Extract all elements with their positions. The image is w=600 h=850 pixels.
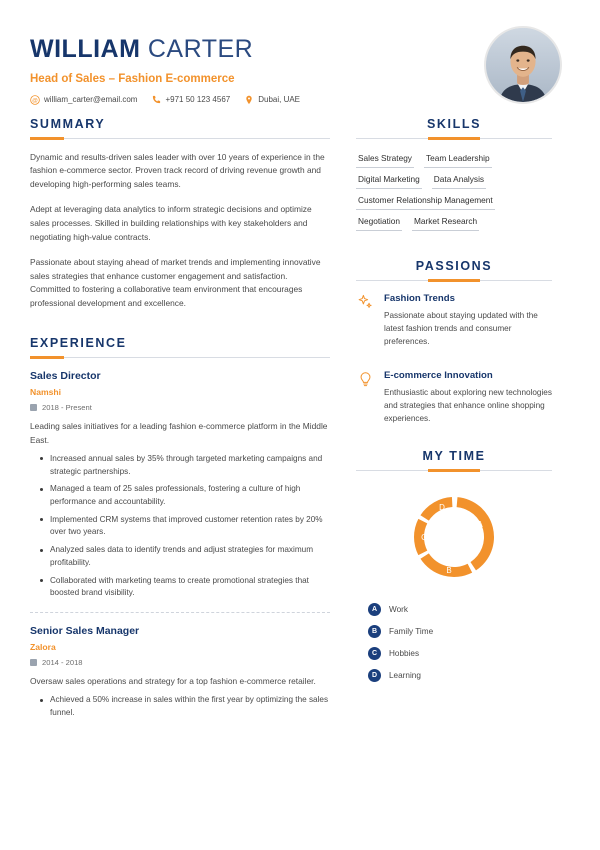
passion-title: E-commerce Innovation bbox=[384, 369, 493, 381]
my-time-section bbox=[356, 449, 552, 682]
skill-item: Team Leadership bbox=[424, 151, 492, 168]
passion-body bbox=[384, 370, 552, 425]
skill-item: Negotiation bbox=[356, 214, 402, 231]
spacer bbox=[356, 235, 552, 259]
job-bullets bbox=[30, 453, 330, 600]
summary-paragraph: Adept at leveraging data analytics to inform strategic decisions and optimize sales processes. Skilled in building relationships with key stakeholders and negotiating high-value contracts. bbox=[30, 204, 312, 242]
summary-title: SUMMARY bbox=[30, 116, 106, 131]
email-icon bbox=[30, 95, 40, 105]
job-dates bbox=[30, 658, 330, 667]
skill-item: Digital Marketing bbox=[356, 172, 422, 189]
job-bullet: Achieved a 50% increase in sales within the first year by optimizing the sales funnel. bbox=[50, 694, 330, 719]
donut-label-c: C bbox=[421, 533, 427, 543]
contact-location[interactable] bbox=[244, 95, 300, 105]
experience-item bbox=[30, 370, 330, 600]
skill-row bbox=[356, 193, 552, 210]
passions-divider bbox=[356, 280, 552, 281]
job-description: Oversaw sales operations and strategy for a top fashion e-commerce retailer. bbox=[30, 676, 316, 686]
job-bullet: Analyzed sales data to identify trends and adjust strategies for maximum profitability. bbox=[50, 544, 330, 569]
job-company: Namshi bbox=[30, 387, 62, 398]
job-title: Sales Director bbox=[30, 370, 101, 383]
contact-location-text: Dubai, UAE bbox=[258, 95, 301, 104]
avatar bbox=[484, 26, 562, 104]
job-bullet: Increased annual sales by 35% through targeted marketing campaigns and strategic partnerships. bbox=[50, 453, 330, 478]
contact-email[interactable] bbox=[30, 95, 137, 105]
skills-title: SKILLS bbox=[426, 116, 482, 131]
skill-item: Customer Relationship Management bbox=[356, 193, 495, 210]
job-dates bbox=[30, 403, 330, 412]
legend-item bbox=[356, 603, 552, 616]
calendar-icon bbox=[30, 404, 37, 411]
right-column bbox=[356, 117, 552, 726]
passion-text: Passionate about staying updated with the latest fashion trends and consumer preferences. bbox=[384, 310, 538, 346]
my-time-title: MY TIME bbox=[422, 449, 486, 464]
summary-section bbox=[30, 117, 330, 312]
left-column bbox=[30, 117, 330, 726]
experience-section bbox=[30, 336, 330, 720]
phone-icon bbox=[151, 95, 161, 105]
job-role-headline: Head of Sales – Fashion E-commerce bbox=[30, 72, 235, 85]
skill-row bbox=[356, 151, 552, 168]
experience-divider bbox=[30, 357, 330, 358]
my-time-legend bbox=[356, 603, 552, 682]
legend-label: Learning bbox=[389, 671, 421, 681]
experience-item bbox=[30, 625, 330, 720]
job-bullets bbox=[30, 694, 330, 719]
donut-label-b: B bbox=[446, 566, 452, 576]
header-text-block bbox=[30, 26, 300, 105]
skills-list bbox=[356, 151, 552, 231]
first-name: WILLIAM bbox=[30, 35, 141, 63]
lightbulb-icon bbox=[356, 370, 375, 425]
passion-text: Enthusiastic about exploring new technologies and strategies that enhance online shopping experiences. bbox=[384, 387, 552, 424]
job-bullet: Managed a team of 25 sales professionals, fostering a culture of high performance and accountability. bbox=[50, 483, 330, 508]
legend-item bbox=[356, 625, 552, 638]
job-title: Senior Sales Manager bbox=[30, 625, 140, 637]
job-company: Zalora bbox=[30, 642, 56, 652]
location-pin-icon bbox=[244, 95, 254, 105]
spacer bbox=[356, 362, 552, 370]
skill-item: Data Analysis bbox=[432, 172, 486, 189]
svg-text:@: @ bbox=[32, 97, 38, 104]
calendar-icon bbox=[30, 659, 37, 666]
passion-item bbox=[356, 370, 552, 425]
job-dates-text: 2014 - 2018 bbox=[42, 658, 83, 667]
last-name: CARTER bbox=[147, 35, 254, 63]
passion-title: Fashion Trends bbox=[384, 292, 455, 304]
legend-label: Hobbies bbox=[389, 649, 420, 659]
donut-label-a: A bbox=[477, 520, 483, 530]
skill-item: Market Research bbox=[412, 214, 479, 231]
donut-label-d: D bbox=[439, 503, 445, 513]
spacer bbox=[356, 439, 552, 449]
legend-badge: B bbox=[368, 625, 381, 638]
skills-section bbox=[356, 117, 552, 231]
experience-title: EXPERIENCE bbox=[30, 336, 127, 351]
candidate-name bbox=[30, 36, 300, 64]
legend-item bbox=[356, 647, 552, 660]
donut-svg bbox=[389, 483, 519, 591]
skill-row bbox=[356, 172, 552, 189]
summary-paragraph: Dynamic and results-driven sales leader with over 10 years of experience in the fashion e-commerce sector. Proven track record of driving revenue growth and developing high-performing sales teams. bbox=[30, 151, 325, 190]
experience-separator bbox=[30, 612, 330, 613]
spacer bbox=[30, 322, 330, 336]
legend-badge: D bbox=[368, 669, 381, 682]
resume-header bbox=[30, 26, 570, 117]
passion-body bbox=[384, 293, 552, 348]
legend-item bbox=[356, 669, 552, 682]
contact-phone-text: +971 50 123 4567 bbox=[165, 95, 231, 104]
passions-section bbox=[356, 259, 552, 426]
job-bullet: Collaborated with marketing teams to create promotional strategies that boosted brand visibility. bbox=[50, 575, 330, 600]
legend-badge: A bbox=[368, 603, 381, 616]
skills-divider bbox=[356, 138, 552, 139]
resume-columns bbox=[30, 117, 570, 726]
passions-title: PASSIONS bbox=[415, 258, 493, 273]
sparkle-icon bbox=[356, 293, 375, 348]
contact-email-text: william_carter@email.com bbox=[44, 95, 138, 104]
profile-photo bbox=[486, 28, 560, 102]
my-time-donut-chart bbox=[356, 483, 552, 591]
skill-row bbox=[356, 214, 552, 231]
contact-row bbox=[30, 95, 300, 105]
summary-paragraph: Passionate about staying ahead of market trends and implementing innovative sales strategies that enhance customer engagement and satisfaction. Committed to fostering a collaborative team environment that encourages professional development and excellence. bbox=[30, 256, 321, 309]
job-description: Leading sales initiatives for a leading fashion e-commerce platform in the Middle East. bbox=[30, 421, 328, 445]
job-bullet: Implemented CRM systems that improved customer retention rates by 20% over two years. bbox=[50, 514, 330, 539]
legend-label: Family Time bbox=[389, 627, 434, 637]
legend-badge: C bbox=[368, 647, 381, 660]
skill-item: Sales Strategy bbox=[356, 151, 414, 168]
contact-phone[interactable] bbox=[151, 95, 230, 105]
job-dates-text: 2018 - Present bbox=[42, 403, 92, 413]
summary-divider bbox=[30, 138, 330, 139]
legend-label: Work bbox=[389, 605, 408, 615]
my-time-divider bbox=[356, 470, 552, 471]
passion-item bbox=[356, 293, 552, 348]
